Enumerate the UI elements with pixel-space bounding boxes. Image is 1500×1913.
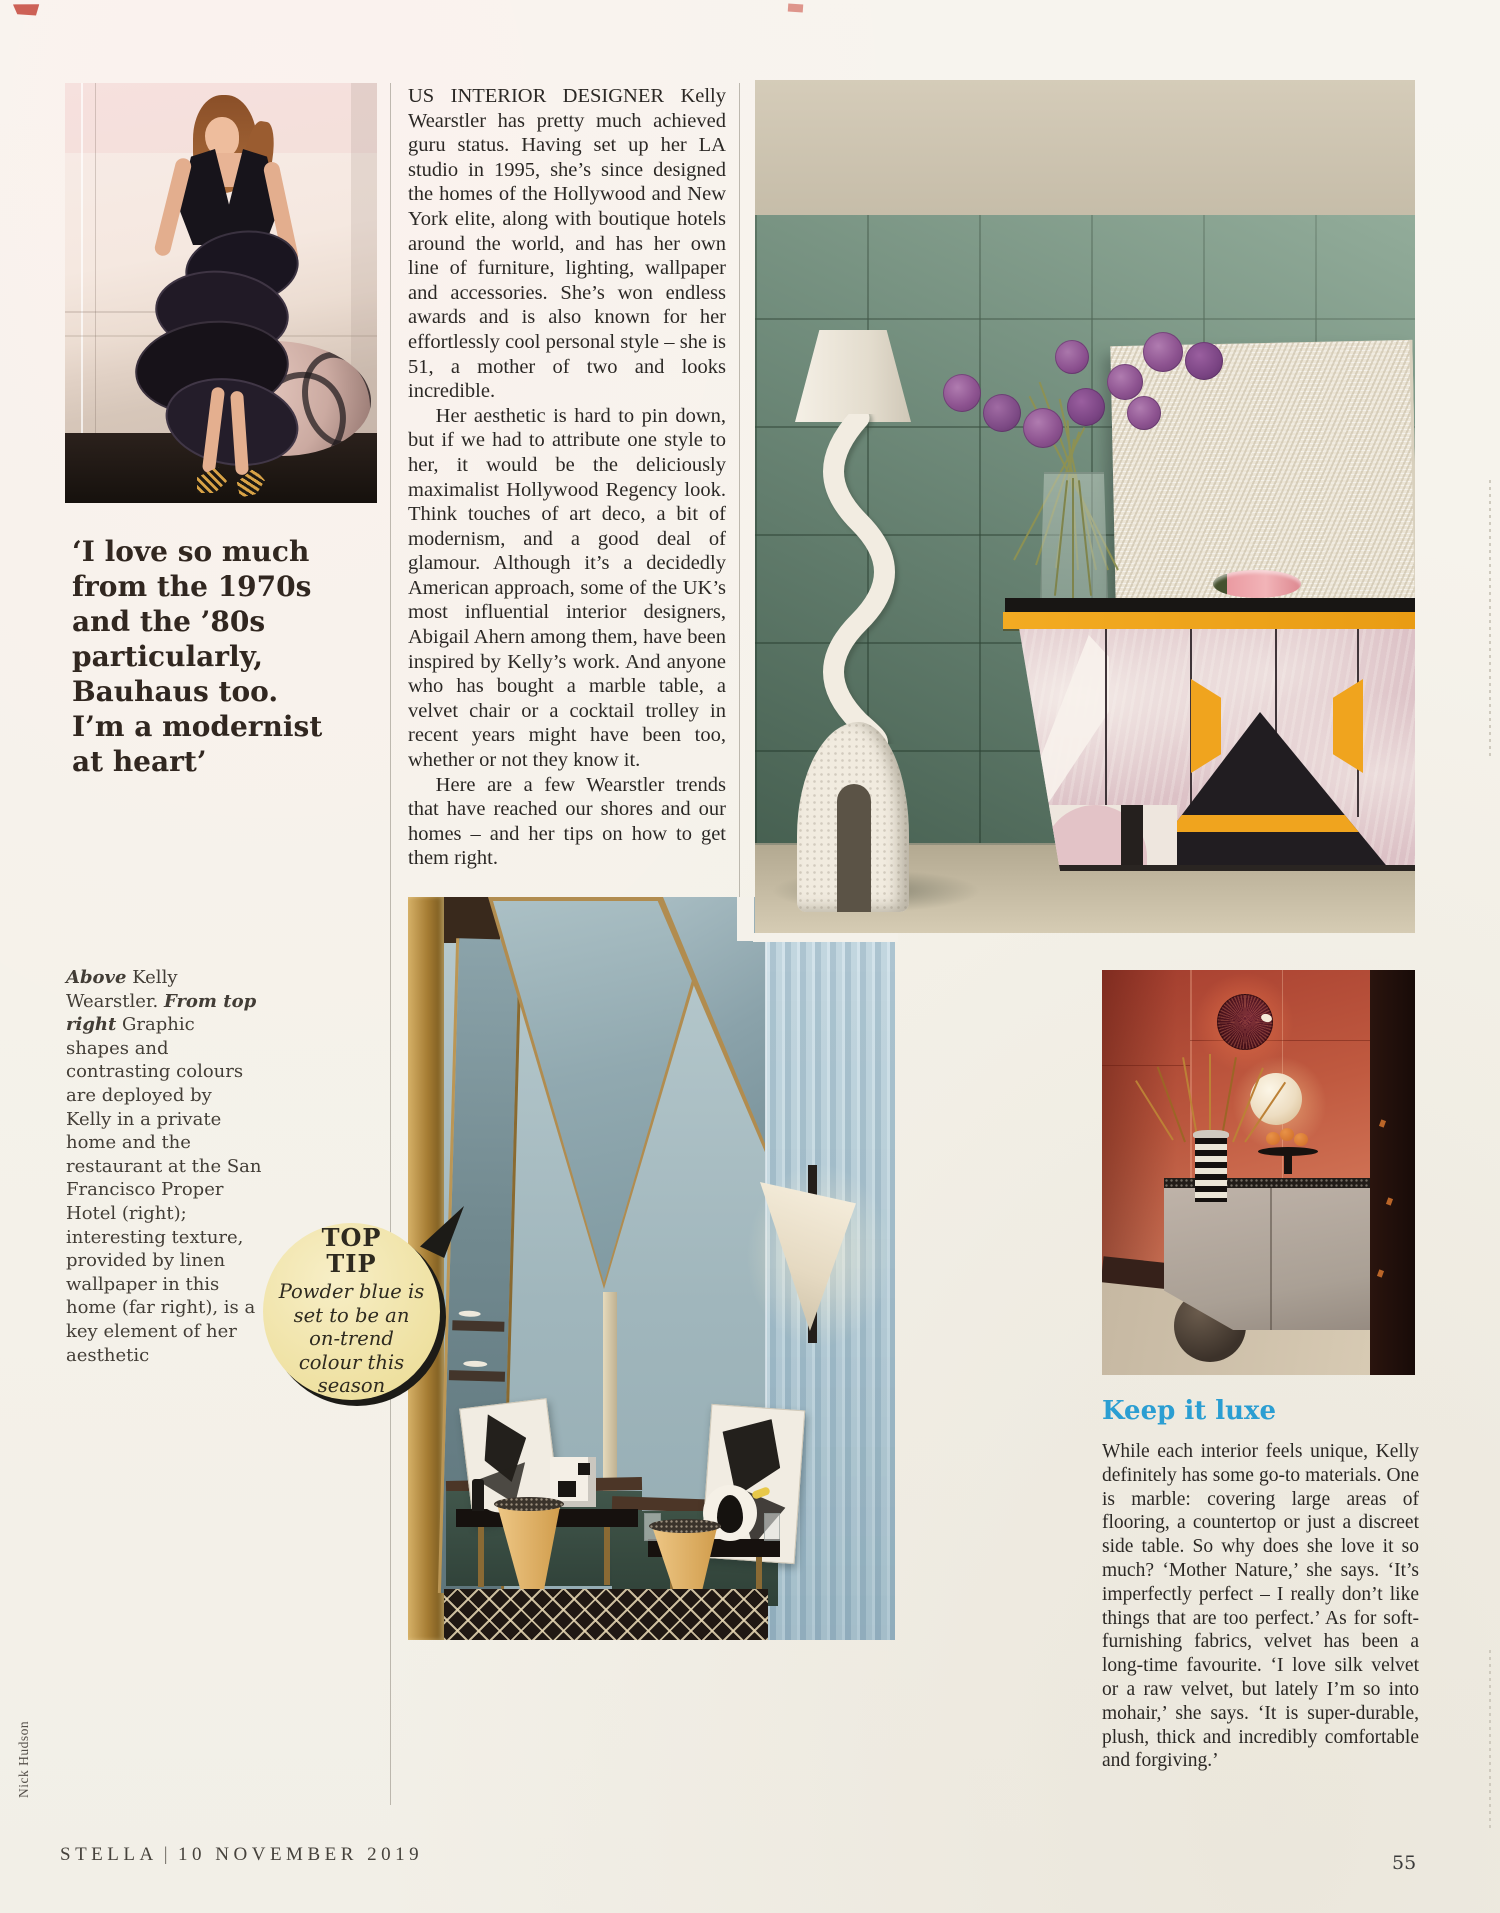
pull-quote: ‘I love so much from the 1970s and the ’80s particularly, Bauhaus too. I’m a modernist at heart’ xyxy=(72,535,323,778)
keep-it-luxe-body: While each interior feels unique, Kelly definitely has some go-to materials. One is marble: covering large areas of flooring, a countertop or just a discreet side table. So why does she love it so much? ‘Mother Nature,’ she says. ‘It’s imperfectly perfect – I really don’t like things that are too perfect.’ As for soft-furnishing fabrics, velvet has been a long-time favourite. ‘I love silk velvet or a raw velvet, but lately I’m so into mohair,’ she says. ‘It is super-durable, plush, thick and incredibly comfortable and forgiving.’ xyxy=(1102,1441,1419,1772)
glass-vase xyxy=(1040,472,1108,604)
striped-vase xyxy=(1195,1138,1227,1202)
top-tip-text: Powder blue is set to be an on-trend colour this season xyxy=(278,1280,425,1398)
striped-heel xyxy=(197,467,227,493)
photo-credit: Nick Hudson xyxy=(16,1720,31,1798)
caption-lead: From top right xyxy=(66,990,257,1036)
cone-chair-seat xyxy=(649,1519,721,1533)
photo-kelly-wearstler xyxy=(65,83,377,503)
photo-gutter xyxy=(753,933,898,942)
black-bar xyxy=(1121,805,1143,871)
lamp-base-arch xyxy=(837,784,871,912)
scan-mark-icon xyxy=(788,3,804,12)
allium-flower xyxy=(1067,388,1105,426)
yellow-accent-shape xyxy=(1333,679,1363,773)
printer-marks xyxy=(1489,1650,1491,1830)
orange-fruit xyxy=(1294,1133,1308,1146)
caption-text: Kelly Wearstler. xyxy=(66,967,178,1012)
top-tip-title: TIP xyxy=(326,1249,377,1279)
caption-text: Graphic shapes and contrasting colours are deployed by Kelly in a private home and the restaurant at the San Francisco Proper Hotel (right); interesting texture, provided by linen wallpaper in this home (far right), is a key element of her aesthetic xyxy=(66,1014,262,1366)
footer-separator: | xyxy=(163,1844,173,1865)
allium-flower xyxy=(943,374,981,412)
photo-caption xyxy=(66,966,262,1367)
wall-upper-band xyxy=(755,80,1415,222)
photo-graphic-shapes-interior xyxy=(755,80,1415,933)
yellow-counter-trim xyxy=(1003,612,1415,629)
kelly-figure xyxy=(145,91,320,496)
page-number: 55 xyxy=(1392,1852,1417,1874)
table-leg xyxy=(604,1527,610,1585)
pink-dish xyxy=(1213,570,1301,598)
orange-fruit xyxy=(1266,1132,1280,1145)
magazine-name: STELLA xyxy=(60,1844,158,1865)
glass xyxy=(764,1513,780,1541)
article-paragraph: Her aesthetic is hard to pin down, but if we had to attribute one style to her, it would be the deliciously maximalist Hollywood Regency look. Think touches of art deco, a bit of modernism, and a good deal of glamour. Although it’s a decidedly American approach, some of the UK’s most influential interior designers, Abigail Ahern among them, have been inspired by Kelly’s work. And anyone who has bought a marble table, a velvet chair or a cocktail trolley in recent years might have been too, whether or not they know it. xyxy=(408,404,726,772)
photo-linen-wallpaper-home xyxy=(1102,970,1415,1375)
caption-lead: Above xyxy=(66,967,127,988)
yellow-accent-shape xyxy=(1191,679,1221,773)
dried-grass xyxy=(1209,1054,1211,1142)
photo-gutter xyxy=(737,897,754,941)
column-rule-left xyxy=(390,83,391,1805)
pink-credenza xyxy=(1007,629,1415,871)
wall-panel-line xyxy=(95,83,96,439)
footer-folio xyxy=(60,1844,423,1866)
section-heading-keep-it-luxe: Keep it luxe xyxy=(1102,1396,1277,1426)
issue-date: 10 NOVEMBER 2019 xyxy=(178,1844,424,1865)
article-paragraph: US INTERIOR DESIGNER Kelly Wearstler has pretty much achieved guru status. Having set up her LA studio in 1995, she’s since designed the homes of the Hollywood and New York elite, along with boutique hotels around the world, and has her own line of furniture, lighting, wallpaper and accessories. She’s won endless awards and is also known for her effortlessly cool personal style – she is 51, a mother of two and looks incredible. xyxy=(408,85,726,403)
wall-panel-line xyxy=(81,83,83,443)
cabinet-door-seam xyxy=(1270,1188,1272,1330)
allium-flower xyxy=(1107,364,1143,400)
article-body xyxy=(408,84,726,871)
bottle xyxy=(472,1479,484,1511)
cone-chair-seat xyxy=(494,1497,564,1511)
wall-panel-seam xyxy=(1102,1065,1190,1066)
pedestal-dish-stem xyxy=(1284,1154,1292,1174)
allium-flower xyxy=(1185,342,1223,380)
top-tip-bubble xyxy=(263,1223,440,1400)
printer-marks xyxy=(1489,480,1491,760)
scan-mark-icon xyxy=(13,0,41,19)
pleated-disc-wall-light xyxy=(1217,994,1273,1050)
table-leg xyxy=(478,1527,484,1587)
column-rule-right xyxy=(739,83,740,933)
support-pole xyxy=(603,1292,617,1504)
allium-flower xyxy=(1143,332,1183,372)
allium-flower xyxy=(1055,340,1089,374)
orange-fruit xyxy=(1280,1128,1294,1141)
allium-flower xyxy=(983,394,1021,432)
allium-flower xyxy=(1127,396,1161,430)
top-tip-title: TOP xyxy=(321,1223,382,1253)
allium-flower xyxy=(1023,408,1063,448)
woven-canvas-artwork xyxy=(1110,340,1415,604)
dark-doorway xyxy=(1370,970,1415,1375)
credenza-door-seam xyxy=(1105,629,1107,817)
credenza-base-shadow xyxy=(1053,865,1415,871)
squiggle-lamp-stem xyxy=(807,414,917,744)
photo-proper-hotel-restaurant xyxy=(408,897,895,1640)
article-paragraph: Here are a few Wearstler trends that have reached our shores and our homes – and her tips on how to get them right. xyxy=(408,773,726,870)
patterned-floor xyxy=(444,1589,768,1640)
